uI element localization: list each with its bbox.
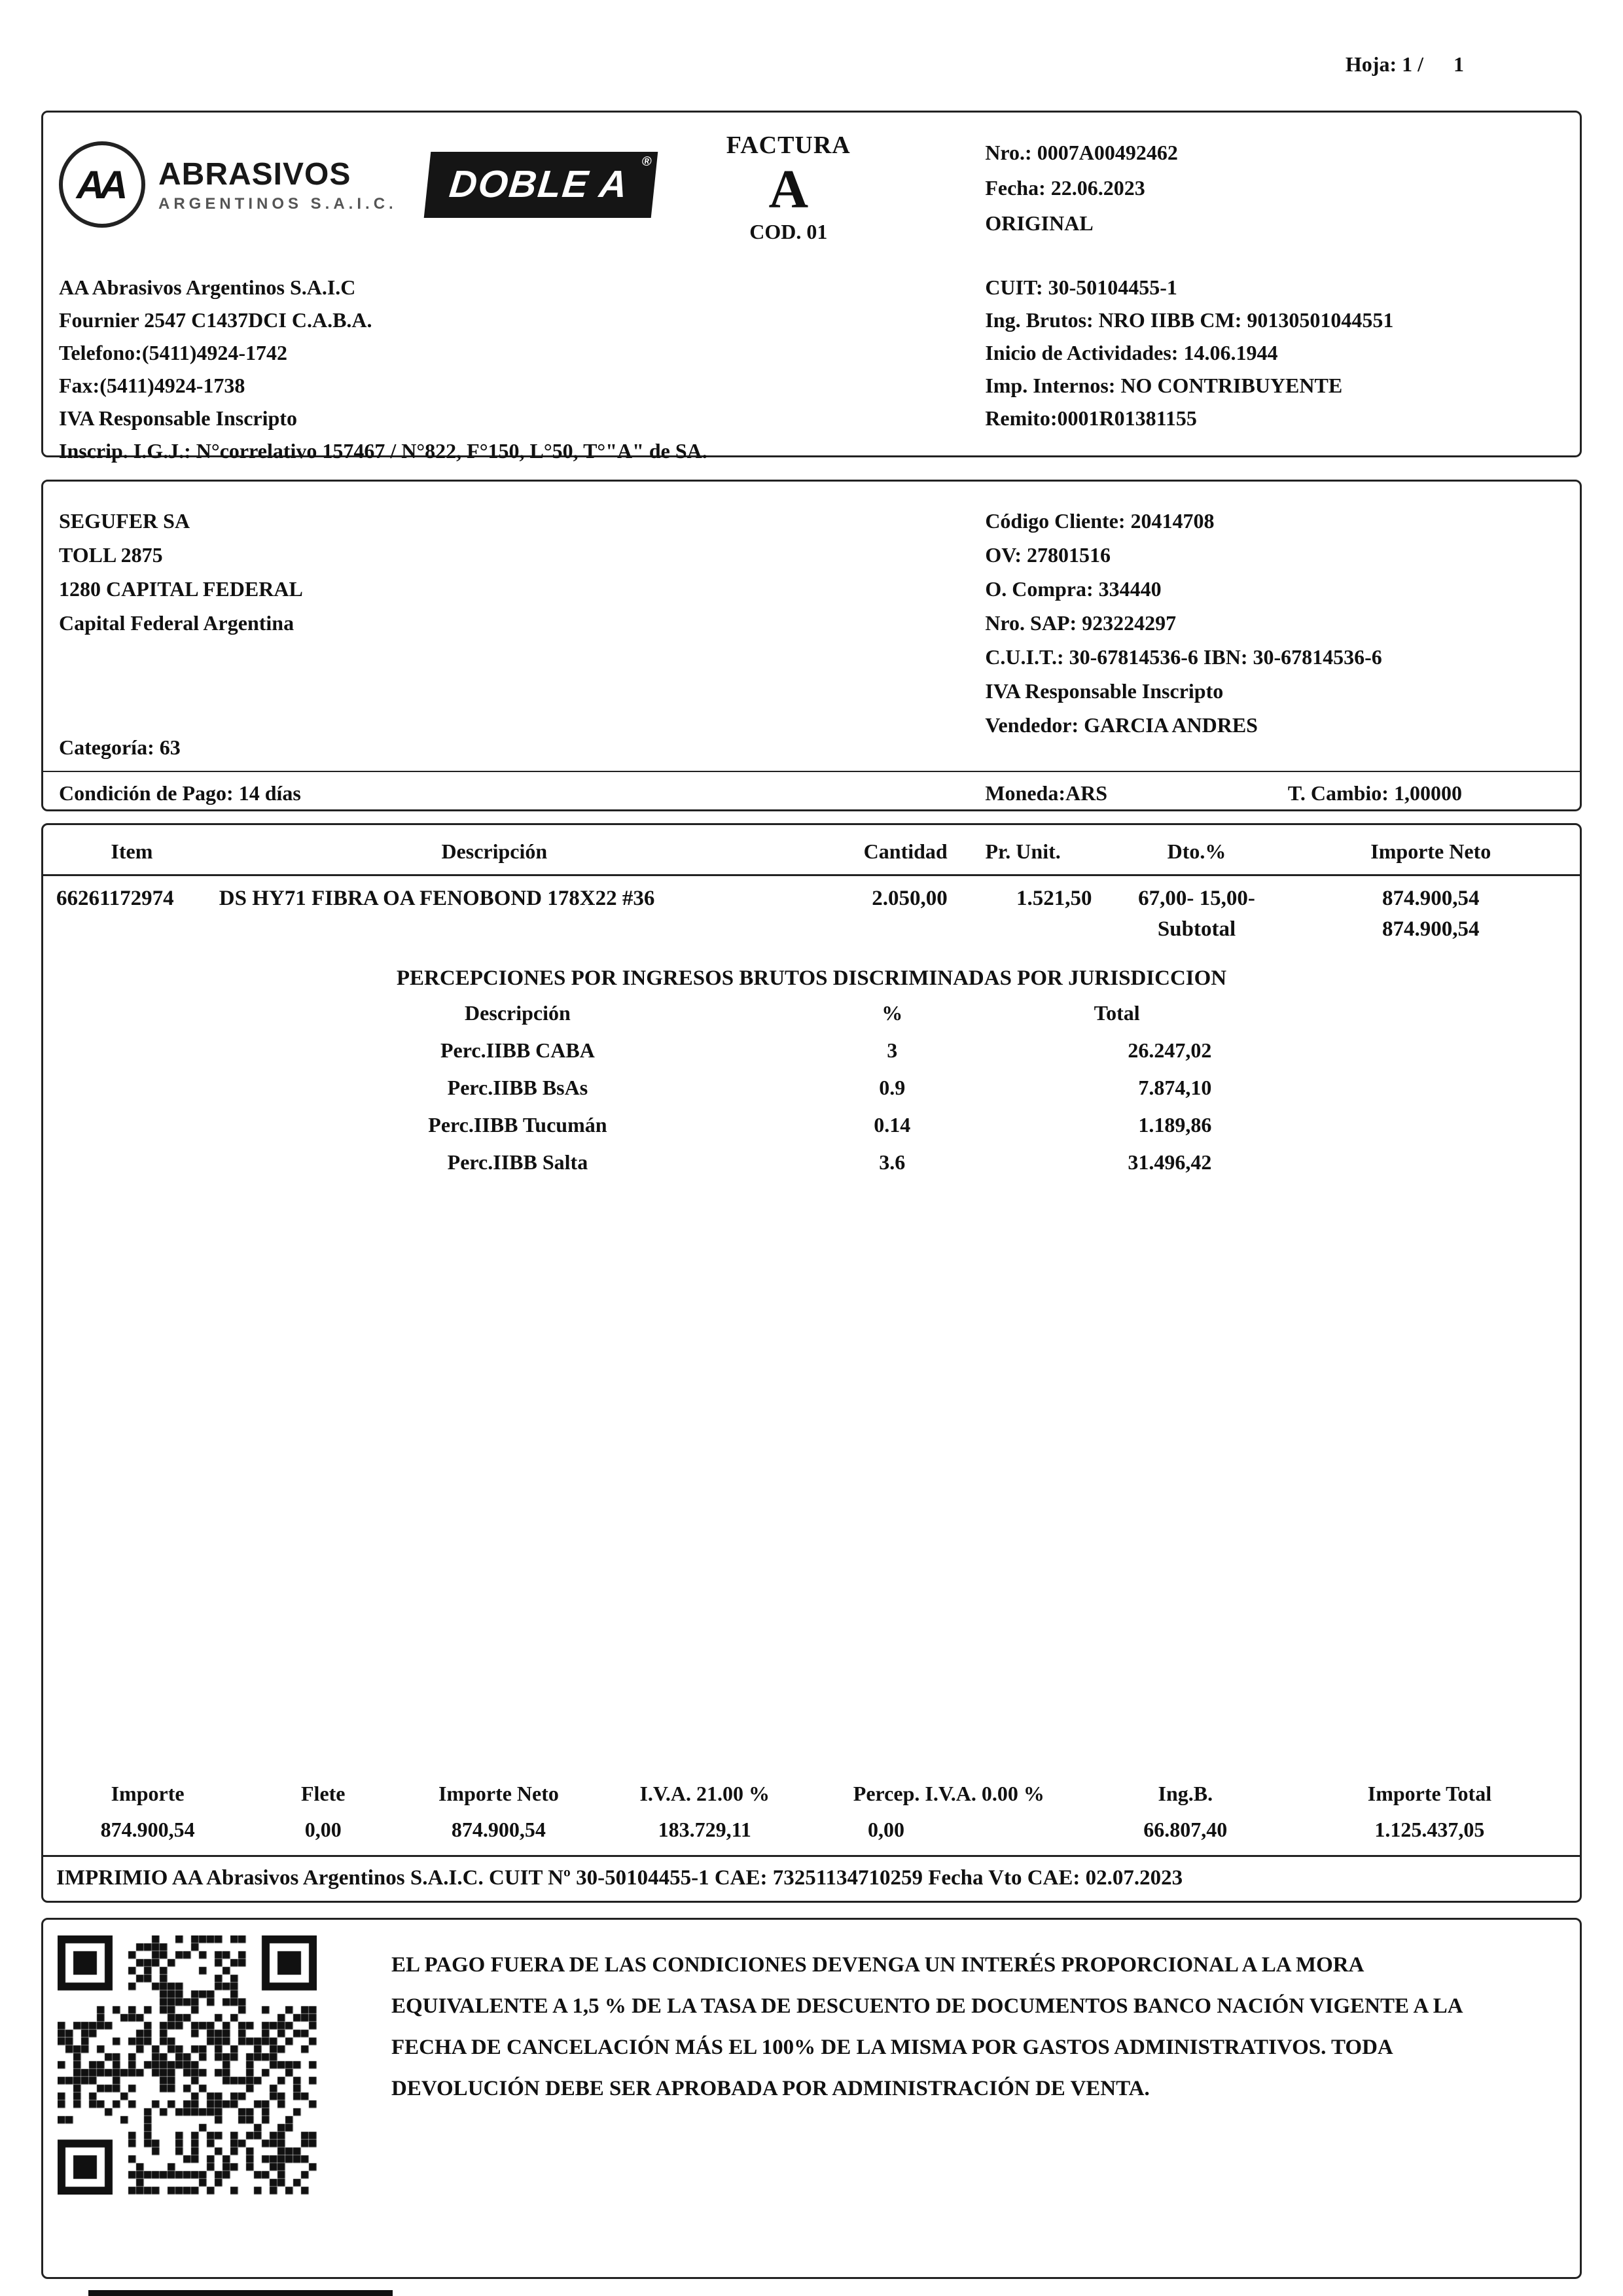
col-header-dto: Dto.%	[1167, 839, 1226, 863]
perc-row-name: Perc.IIBB Tucumán	[428, 1113, 607, 1137]
customer-sap: Nro. SAP: 923224297	[985, 611, 1177, 635]
perc-header-total: Total	[1094, 1001, 1140, 1025]
total-ing-b	[1086, 1782, 1285, 1842]
page-number-label: Hoja: 1 /	[1345, 52, 1423, 76]
company-imp-internos: Imp. Internos: NO CONTRIBUYENTE	[985, 374, 1343, 397]
subtotal-value: 874.900,54	[1382, 917, 1480, 941]
company-iva-status: IVA Responsable Inscripto	[59, 406, 297, 430]
payment-row	[43, 771, 1580, 811]
customer-street: TOLL 2875	[59, 543, 163, 567]
brand-subname: ARGENTINOS S.A.I.C.	[158, 194, 397, 213]
legal-line: FECHA DE CANCELACIÓN MÁS EL 100% DE LA MISMA POR GASTOS ADMINISTRATIVOS. TODA	[391, 2036, 1393, 2059]
total-value: 0,00	[304, 1818, 342, 1841]
document-type-label: FACTURA	[726, 132, 851, 159]
currency: Moneda:ARS	[985, 781, 1107, 805]
cae-line: IMPRIMIO AA Abrasivos Argentinos S.A.I.C. CUIT Nº 30-50104455-1 CAE: 73251134710259 Fecha Vto CAE: 02.07.2023	[43, 1855, 1580, 1901]
customer-orden-compra: O. Compra: 334440	[985, 577, 1162, 601]
perc-row-name: Perc.IIBB BsAs	[447, 1076, 588, 1099]
total-flete	[247, 1782, 399, 1842]
company-address: Fournier 2547 C1437DCI C.A.B.A.	[59, 308, 372, 332]
company-ing-brutos: Ing. Brutos: NRO IIBB CM: 90130501044551	[985, 308, 1394, 332]
customer-city: 1280 CAPITAL FEDERAL	[59, 577, 303, 601]
company-igj: Inscrip. I.G.J.: N°correlativo 157467 / N°822, F°150, L°50, T°"A" de SA.	[59, 439, 707, 463]
document-letter: A	[768, 159, 809, 220]
item-discount: 67,00- 15,00-	[1138, 887, 1255, 910]
items-table-header	[43, 825, 1580, 876]
total-importe-total	[1285, 1782, 1575, 1842]
perc-row-total: 7.874,10	[1138, 1076, 1212, 1099]
doble-a-text: DOBLE A	[447, 162, 631, 205]
percepciones-section	[43, 959, 1580, 1174]
item-unit-price: 1.521,50	[1016, 887, 1092, 910]
col-header-cantidad: Cantidad	[863, 839, 948, 863]
perc-row-pct: 0.14	[874, 1113, 911, 1137]
customer-ov: OV: 27801516	[985, 543, 1111, 567]
customer-region: Capital Federal Argentina	[59, 611, 294, 635]
col-header-importe-neto: Importe Neto	[1370, 839, 1491, 863]
header-box	[41, 111, 1582, 463]
total-label: Importe Neto	[438, 1782, 559, 1805]
total-value: 183.729,11	[658, 1818, 751, 1841]
registered-mark-icon: ®	[641, 154, 654, 169]
aa-monogram-logo	[59, 141, 145, 228]
aa-monogram-text: AA	[76, 162, 123, 207]
company-name: AA Abrasivos Argentinos S.A.I.C	[59, 275, 356, 299]
total-value: 66.807,40	[1143, 1818, 1228, 1841]
col-header-pr-unit: Pr. Unit.	[985, 839, 1061, 863]
total-importe	[48, 1782, 247, 1842]
total-label: Percep. I.V.A. 0.00 %	[853, 1782, 1044, 1805]
document-meta	[985, 135, 1178, 241]
customer-iva-status: IVA Responsable Inscripto	[985, 679, 1224, 703]
customer-detail-block	[985, 504, 1382, 742]
qr-code	[58, 1935, 317, 2195]
items-empty-space	[43, 1174, 1580, 1782]
invoice-number: Nro.: 0007A00492462	[985, 141, 1178, 164]
company-cuit: CUIT: 30-50104455-1	[985, 275, 1177, 299]
legal-line: EL PAGO FUERA DE LAS CONDICIONES DEVENGA UN INTERÉS PROPORCIONAL A LA MORA	[391, 1953, 1364, 1977]
customer-categoria: Categoría: 63	[59, 735, 181, 759]
customer-address-block	[59, 504, 303, 640]
total-importe-neto	[399, 1782, 597, 1842]
total-value: 0,00	[867, 1818, 904, 1841]
company-logos	[59, 141, 654, 228]
legal-line: DEVOLUCIÓN DEBE SER APROBADA POR ADMINISTRACIÓN DE VENTA.	[391, 2077, 1150, 2100]
percepciones-title: PERCEPCIONES POR INGRESOS BRUTOS DISCRIMINADAS POR JURISDICCION	[396, 966, 1227, 990]
company-fax: Fax:(5411)4924-1738	[59, 374, 245, 397]
exchange-rate: T. Cambio: 1,00000	[1287, 781, 1462, 805]
percepciones-table	[243, 1001, 1241, 1174]
customer-name: SEGUFER SA	[59, 509, 190, 533]
subtotal-label: Subtotal	[1157, 917, 1236, 941]
payment-terms: Condición de Pago: 14 días	[59, 781, 301, 805]
total-label: Ing.B.	[1158, 1782, 1213, 1805]
customer-cuit: C.U.I.T.: 30-67814536-6 IBN: 30-67814536-6	[985, 645, 1382, 669]
total-value: 1.125.437,05	[1374, 1818, 1485, 1841]
perc-row-pct: 3	[887, 1038, 898, 1062]
perc-row-total: 31.496,42	[1128, 1150, 1212, 1174]
item-quantity: 2.050,00	[872, 887, 948, 910]
perc-row-name: Perc.IIBB Salta	[447, 1150, 588, 1174]
remito-number: Remito:0001R01381155	[985, 406, 1197, 430]
perc-header-pct: %	[882, 1001, 903, 1025]
item-code: 66261172974	[56, 887, 174, 910]
document-type	[627, 131, 950, 244]
total-label: I.V.A. 21.00 %	[639, 1782, 770, 1805]
original-label: ORIGINAL	[985, 211, 1094, 235]
total-label: Flete	[301, 1782, 346, 1805]
company-phone: Telefono:(5411)4924-1742	[59, 341, 288, 364]
legal-line: EQUIVALENTE A 1,5 % DE LA TASA DE DESCUENTO DE DOCUMENTOS BANCO NACIÓN VIGENTE A LA	[391, 1994, 1463, 2018]
item-description: DS HY71 FIBRA OA FENOBOND 178X22 #36	[219, 887, 655, 910]
perc-row-pct: 3.6	[879, 1150, 906, 1174]
col-header-descripcion: Descripción	[441, 839, 548, 863]
totals-row	[43, 1782, 1580, 1842]
total-value: 874.900,54	[451, 1818, 546, 1841]
brand-name: ABRASIVOS	[158, 156, 351, 192]
subtotal-row	[43, 911, 1580, 942]
doble-a-logo	[423, 152, 657, 218]
customer-vendedor: Vendedor: GARCIA ANDRES	[985, 713, 1258, 737]
table-row	[43, 876, 1580, 911]
footer-box	[41, 1918, 1582, 2279]
col-header-item: Item	[111, 839, 153, 863]
items-box	[41, 823, 1582, 1903]
bottom-barcode-fragment	[88, 2290, 393, 2296]
item-net-amount: 874.900,54	[1382, 887, 1480, 910]
invoice-date: Fecha: 22.06.2023	[985, 176, 1145, 200]
brand-text	[158, 156, 397, 213]
total-label: Importe	[111, 1782, 185, 1805]
company-tax-info	[985, 271, 1393, 434]
perc-header-descripcion: Descripción	[465, 1001, 571, 1025]
document-code: COD. 01	[749, 220, 828, 243]
page-number-value: 1	[1454, 52, 1464, 76]
company-inicio-actividades: Inicio de Actividades: 14.06.1944	[985, 341, 1278, 364]
perc-row-total: 26.247,02	[1128, 1038, 1212, 1062]
perc-row-total: 1.189,86	[1138, 1113, 1212, 1137]
total-percep-iva	[812, 1782, 1086, 1842]
page-number	[1346, 52, 1464, 77]
perc-row-pct: 0.9	[879, 1076, 906, 1099]
total-label: Importe Total	[1367, 1782, 1492, 1805]
legal-text	[391, 1945, 1463, 2110]
customer-box	[41, 480, 1582, 811]
perc-row-name: Perc.IIBB CABA	[440, 1038, 595, 1062]
company-info	[59, 271, 707, 467]
total-value: 874.900,54	[100, 1818, 195, 1841]
customer-code: Código Cliente: 20414708	[985, 509, 1215, 533]
total-iva	[598, 1782, 812, 1842]
